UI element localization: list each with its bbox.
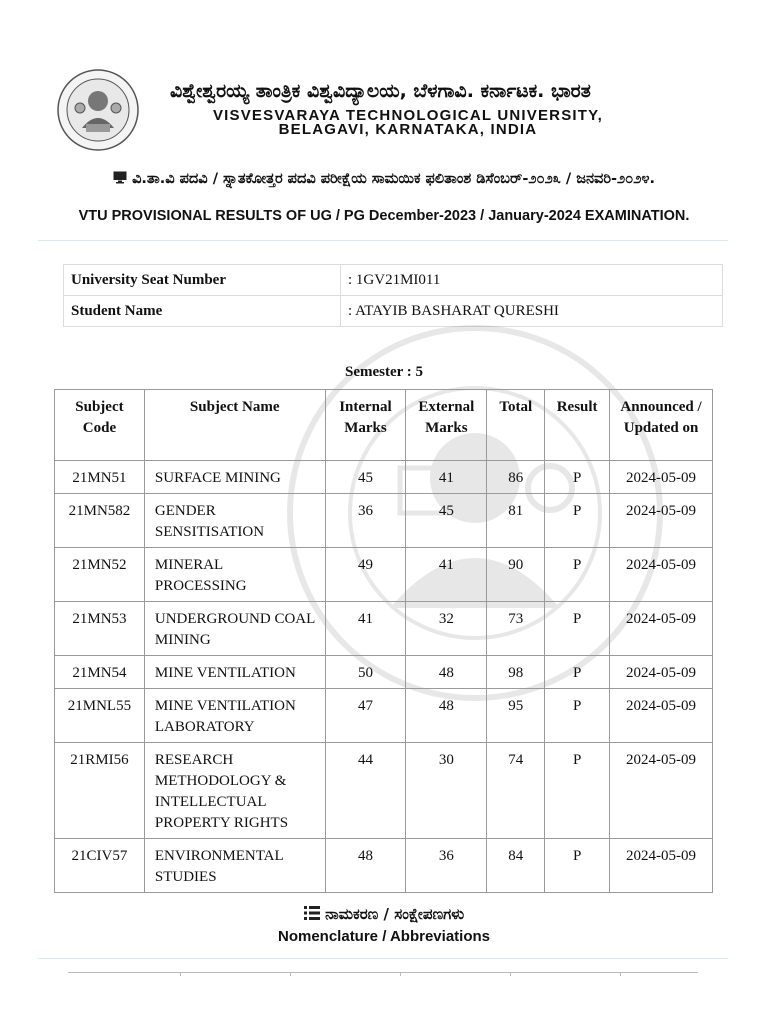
divider	[38, 958, 728, 959]
external-marks-cell: 45	[406, 494, 487, 548]
subject-code-cell: 21MN52	[55, 548, 145, 602]
table-row	[55, 461, 713, 494]
announced-date-cell: 2024-05-09	[610, 548, 713, 602]
subject-code-cell: 21MNL55	[55, 689, 145, 743]
announced-date-cell: 2024-05-09	[610, 494, 713, 548]
results-table	[54, 389, 713, 893]
total-cell: 81	[487, 494, 545, 548]
internal-marks-cell: 50	[325, 656, 406, 689]
external-marks-cell: 30	[406, 743, 487, 839]
student-name-value: : ATAYIB BASHARAT QURESHI	[341, 296, 723, 327]
total-cell: 90	[487, 548, 545, 602]
table-column-tick	[180, 972, 181, 976]
subject-code-cell: 21MN51	[55, 461, 145, 494]
kannada-nomenclature-text: ನಾಮಕರಣ / ಸಂಕ್ಷೇಪಣಗಳು	[325, 905, 465, 923]
result-cell: P	[545, 656, 610, 689]
kannada-nomenclature-title	[0, 905, 768, 923]
nomenclature-table-edge	[68, 972, 698, 973]
internal-marks-cell: 41	[325, 602, 406, 656]
header-result: Result	[545, 390, 610, 461]
divider	[38, 240, 728, 241]
usn-label: University Seat Number	[64, 265, 341, 296]
header-total: Total	[487, 390, 545, 461]
table-row	[55, 656, 713, 689]
subject-code-cell: 21MN582	[55, 494, 145, 548]
internal-marks-cell: 36	[325, 494, 406, 548]
page-header	[0, 60, 768, 160]
announced-date-cell: 2024-05-09	[610, 839, 713, 893]
list-icon	[304, 905, 325, 923]
kannada-results-text: ವಿ.ತಾ.ವಿ ಪದವಿ / ಸ್ನಾತಕೋತ್ತರ ಪದವಿ ಪರೀಕ್ಷೆಯ ಸಾಮಯಿಕ ಫಲಿತಾಂಶ ಡಿಸೆಂಬರ್-೨೦೨೩ / ಜನವರಿ-೨೦೨೪.	[132, 171, 655, 187]
english-university-title	[158, 109, 658, 137]
external-marks-cell: 32	[406, 602, 487, 656]
english-title-line2: BELAGAVI, KARNATAKA, INDIA	[278, 121, 538, 138]
table-row	[55, 689, 713, 743]
table-row	[55, 548, 713, 602]
announced-date-cell: 2024-05-09	[610, 689, 713, 743]
semester-label: Semester : 5	[344, 364, 424, 380]
result-cell: P	[545, 743, 610, 839]
result-cell: P	[545, 494, 610, 548]
internal-marks-cell: 44	[325, 743, 406, 839]
table-row	[55, 602, 713, 656]
announced-date-cell: 2024-05-09	[610, 743, 713, 839]
result-cell: P	[545, 839, 610, 893]
announced-date-cell: 2024-05-09	[610, 602, 713, 656]
total-cell: 74	[487, 743, 545, 839]
subject-name-cell: UNDERGROUND COAL MINING	[144, 602, 325, 656]
external-marks-cell: 41	[406, 461, 487, 494]
header-subject-code: Subject Code	[55, 390, 145, 461]
kannada-university-title: ವಿಶ್ವೇಶ್ವರಯ್ಯ ತಾಂತ್ರಿಕ ವಿಶ್ವವಿದ್ಯಾಲಯ, ಬೆಳಗಾವಿ. ಕರ್ನಾಟಕ. ಭಾರತ	[170, 80, 591, 102]
header-announced: Announced / Updated on	[610, 390, 713, 461]
internal-marks-cell: 45	[325, 461, 406, 494]
subject-code-cell: 21CIV57	[55, 839, 145, 893]
internal-marks-cell: 49	[325, 548, 406, 602]
table-row	[55, 839, 713, 893]
subject-name-cell: SURFACE MINING	[144, 461, 325, 494]
result-cell: P	[545, 461, 610, 494]
result-cell: P	[545, 689, 610, 743]
english-nomenclature-title: Nomenclature / Abbreviations	[278, 928, 490, 945]
subject-name-cell: GENDER SENSITISATION	[144, 494, 325, 548]
table-column-tick	[620, 972, 621, 976]
subject-name-cell: RESEARCH METHODOLOGY & INTELLECTUAL PROPERTY RIGHTS	[144, 743, 325, 839]
internal-marks-cell: 48	[325, 839, 406, 893]
table-column-tick	[290, 972, 291, 976]
subject-name-cell: MINE VENTILATION	[144, 656, 325, 689]
table-column-tick	[400, 972, 401, 976]
announced-date-cell: 2024-05-09	[610, 461, 713, 494]
header-internal-marks: Internal Marks	[325, 390, 406, 461]
result-cell: P	[545, 602, 610, 656]
monitor-icon	[113, 171, 132, 187]
subject-name-cell: MINE VENTILATION LABORATORY	[144, 689, 325, 743]
subject-name-cell: MINERAL PROCESSING	[144, 548, 325, 602]
table-column-tick	[510, 972, 511, 976]
results-header-row	[55, 390, 713, 461]
result-cell: P	[545, 548, 610, 602]
subject-code-cell: 21RMI56	[55, 743, 145, 839]
university-logo	[56, 68, 140, 152]
internal-marks-cell: 47	[325, 689, 406, 743]
total-cell: 95	[487, 689, 545, 743]
subject-name-cell: ENVIRONMENTAL STUDIES	[144, 839, 325, 893]
kannada-results-title	[60, 168, 708, 190]
header-external-marks: External Marks	[406, 390, 487, 461]
total-cell: 98	[487, 656, 545, 689]
usn-value: : 1GV21MI011	[341, 265, 723, 296]
subject-code-cell: 21MN54	[55, 656, 145, 689]
external-marks-cell: 48	[406, 656, 487, 689]
english-results-title: VTU PROVISIONAL RESULTS OF UG / PG December-2023 / January-2024 EXAMINATION.	[78, 208, 690, 224]
external-marks-cell: 41	[406, 548, 487, 602]
table-row	[55, 494, 713, 548]
usn-row	[64, 265, 723, 296]
total-cell: 86	[487, 461, 545, 494]
total-cell: 73	[487, 602, 545, 656]
table-row	[55, 743, 713, 839]
external-marks-cell: 48	[406, 689, 487, 743]
student-name-label: Student Name	[64, 296, 341, 327]
english-title-line1: VISVESVARAYA TECHNOLOGICAL UNIVERSITY,	[212, 107, 604, 124]
announced-date-cell: 2024-05-09	[610, 656, 713, 689]
subject-code-cell: 21MN53	[55, 602, 145, 656]
external-marks-cell: 36	[406, 839, 487, 893]
header-subject-name: Subject Name	[144, 390, 325, 461]
total-cell: 84	[487, 839, 545, 893]
